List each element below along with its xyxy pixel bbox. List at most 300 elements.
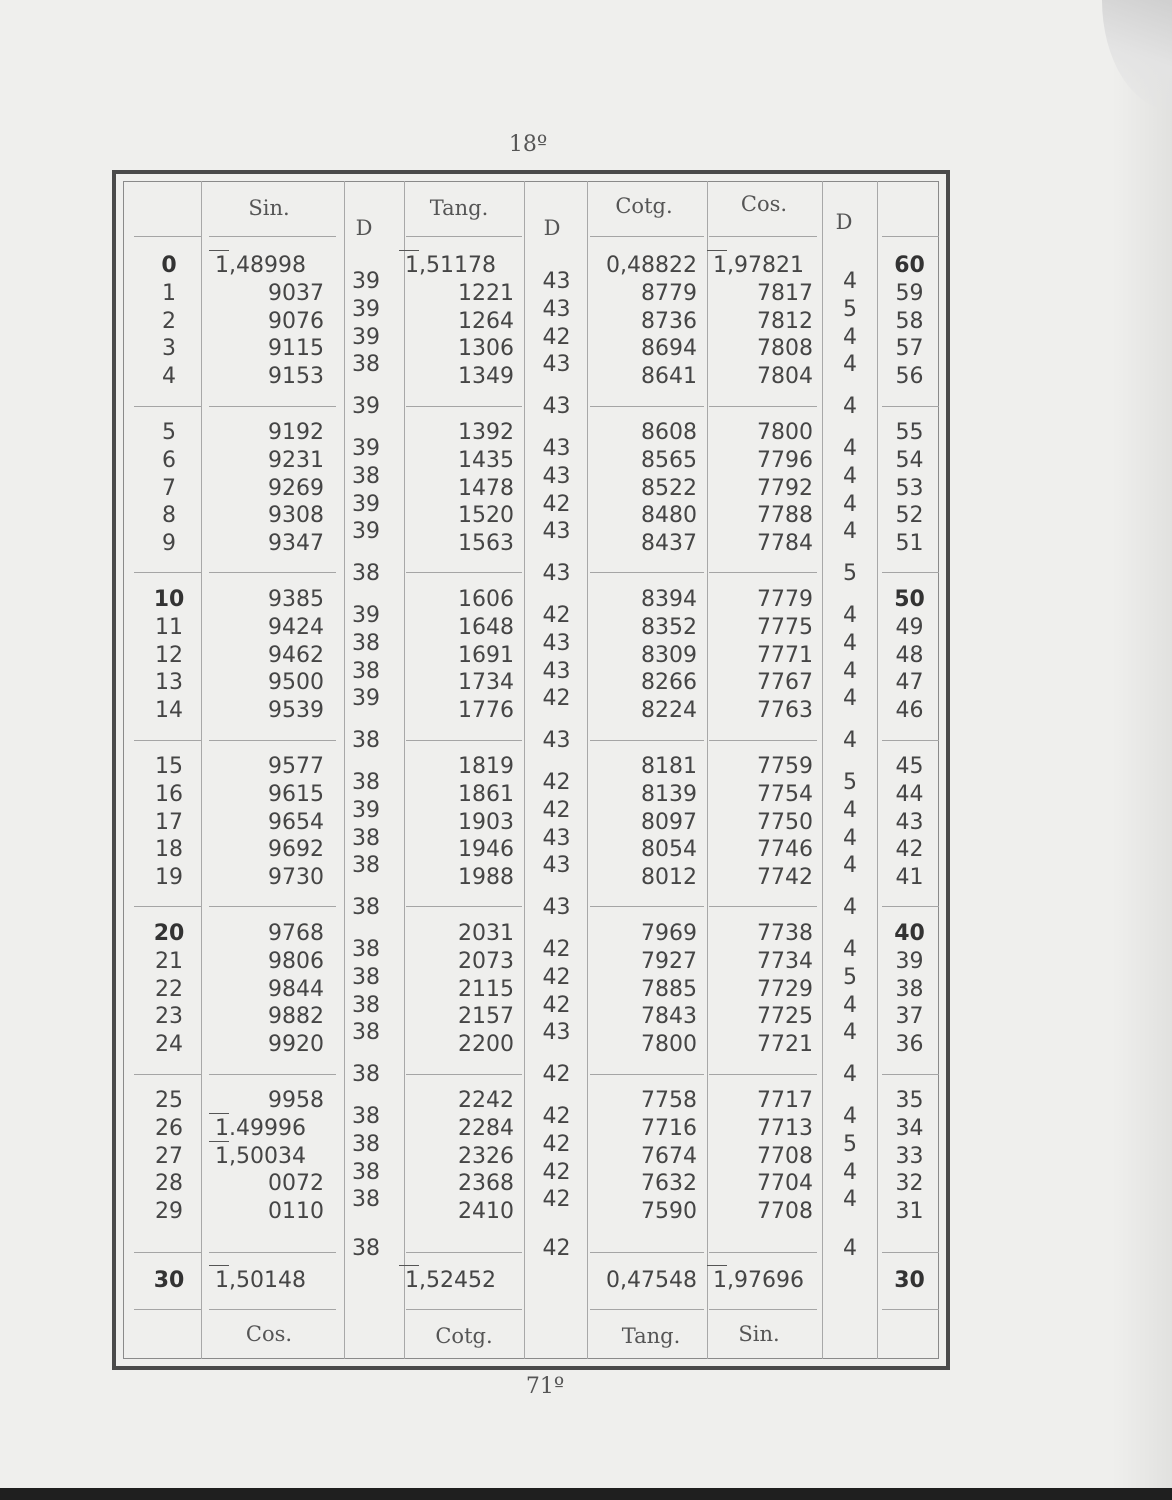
- minute-right: 32: [895, 1171, 924, 1197]
- group-separator: [209, 572, 336, 573]
- cotg-value: 8779: [641, 280, 697, 306]
- sin-value: 9577: [268, 754, 324, 779]
- d-tang-value: 42: [542, 686, 571, 712]
- cos-value: 7721: [757, 1032, 813, 1058]
- sin-value: 0110: [268, 1199, 324, 1225]
- minute-left: 3: [162, 336, 176, 362]
- tang-value: 1946: [458, 837, 514, 863]
- d-sin-value: 39: [352, 491, 380, 517]
- d-sin-value: 38: [352, 1020, 380, 1046]
- column-rule: [877, 181, 878, 1359]
- d-cos-value: 5: [843, 769, 857, 795]
- sin-value: 9424: [268, 614, 324, 640]
- group-separator: [882, 1252, 939, 1253]
- tang-value: 1392: [458, 420, 514, 445]
- group-separator: [406, 1074, 522, 1075]
- minute-left: 22: [155, 976, 183, 1002]
- d-sin-value: 38: [352, 992, 380, 1018]
- d-sin-value: 39: [352, 394, 380, 420]
- tang-value: 2326: [458, 1143, 514, 1169]
- minute-left: 19: [155, 865, 183, 891]
- group-separator: [590, 1309, 704, 1310]
- d-cos-value: 4: [843, 992, 857, 1018]
- group-separator: [134, 406, 201, 407]
- tang-value: 1264: [458, 308, 514, 334]
- sin-value: 9539: [268, 698, 324, 724]
- column-rule: [201, 181, 202, 1359]
- cos-value: 7708: [757, 1199, 813, 1225]
- d-sin-value: 39: [352, 324, 380, 350]
- d-sin-value: 39: [352, 435, 380, 461]
- group-separator: [590, 406, 704, 407]
- d-sin-value: 39: [352, 296, 380, 322]
- d-cos-value: 4: [843, 895, 857, 921]
- d-tang-value: 42: [542, 1187, 571, 1213]
- cotg-value: 7632: [641, 1171, 697, 1197]
- minute-right: 54: [895, 447, 924, 473]
- d-cos-value: 4: [843, 1159, 857, 1185]
- d-tang-value: 43: [542, 895, 571, 921]
- characteristic-bar: [707, 1265, 727, 1266]
- sin-value: 9920: [268, 1032, 324, 1058]
- column-rule: [822, 181, 823, 1359]
- cos-value: 7792: [757, 475, 813, 501]
- d-tang-value: 43: [542, 658, 571, 684]
- tang-value: 2284: [458, 1115, 514, 1141]
- group-separator: [209, 740, 336, 741]
- group-separator: [406, 740, 522, 741]
- minute-left: 16: [155, 781, 183, 807]
- tang-value: 2115: [458, 976, 514, 1002]
- minute-right: 30: [894, 1268, 925, 1293]
- minute-left: 5: [162, 420, 176, 445]
- bottom-degree-label: 71º: [525, 1374, 565, 1399]
- tang-value: 1,51178: [399, 252, 520, 280]
- cos-value: 7708: [757, 1143, 813, 1169]
- d-sin-value: 39: [352, 797, 380, 823]
- cotg-value: 8097: [641, 809, 697, 835]
- minute-left: 6: [162, 447, 176, 473]
- group-separator: [134, 1309, 201, 1310]
- d-sin-value: 38: [352, 1187, 380, 1213]
- tang-value: 2410: [458, 1199, 514, 1225]
- column-rule: [344, 181, 345, 1359]
- d-cos-value: 4: [843, 1235, 857, 1261]
- d-sin-value: 38: [352, 769, 380, 795]
- d-sin-value: 38: [352, 463, 380, 489]
- tang-value: 1306: [458, 336, 514, 362]
- cos-value: 7717: [757, 1088, 813, 1113]
- sin-value: 9958: [268, 1088, 324, 1113]
- group-separator: [709, 906, 817, 907]
- d-cos-value: 4: [843, 658, 857, 684]
- group-separator: [882, 236, 939, 237]
- top-degree-label: 18º: [508, 132, 548, 157]
- group-separator: [882, 572, 939, 573]
- tang-value: 2368: [458, 1171, 514, 1197]
- group-separator: [134, 906, 201, 907]
- characteristic-bar: [209, 1113, 229, 1114]
- d-tang-value: 42: [542, 1159, 571, 1185]
- header-d-cos: D: [835, 210, 853, 234]
- group-separator: [406, 1252, 522, 1253]
- cos-value: 7779: [757, 587, 813, 612]
- minute-left: 30: [153, 1268, 185, 1293]
- cotg-value: 7674: [641, 1143, 697, 1169]
- minute-right: 50: [894, 587, 925, 612]
- header-sin: Sin.: [248, 196, 290, 220]
- minute-right: 60: [894, 253, 925, 278]
- cotg-value: 0,48822: [606, 253, 697, 278]
- cotg-value: 0,47548: [606, 1268, 697, 1293]
- group-separator: [209, 1074, 336, 1075]
- group-separator: [882, 406, 939, 407]
- d-tang-value: 42: [542, 491, 571, 517]
- characteristic-bar: [209, 1141, 229, 1142]
- d-tang-value: 43: [542, 728, 571, 754]
- d-tang-value: 43: [542, 394, 571, 420]
- group-separator: [590, 572, 704, 573]
- group-separator: [709, 1252, 817, 1253]
- d-cos-value: 4: [843, 728, 857, 754]
- tang-value: 1349: [458, 364, 514, 390]
- cotg-value: 8608: [641, 420, 697, 445]
- cos-value: 7775: [757, 614, 813, 640]
- d-sin-value: 38: [352, 658, 380, 684]
- minute-right: 33: [895, 1143, 924, 1169]
- group-separator: [406, 406, 522, 407]
- d-sin-value: 38: [352, 853, 380, 879]
- d-tang-value: 42: [542, 1062, 571, 1088]
- minute-right: 58: [895, 308, 924, 334]
- d-tang-value: 43: [542, 296, 571, 322]
- minute-left: 1: [162, 280, 176, 306]
- sin-value: 9153: [268, 364, 324, 390]
- header-d-tang: D: [543, 216, 561, 240]
- minute-right: 55: [895, 420, 924, 445]
- d-tang-value: 43: [542, 435, 571, 461]
- group-separator: [134, 1252, 201, 1253]
- group-separator: [209, 1252, 336, 1253]
- cos-value: 7750: [757, 809, 813, 835]
- group-separator: [882, 1309, 939, 1310]
- tang-value: 1988: [458, 865, 514, 891]
- cos-value: 7725: [757, 1004, 813, 1030]
- sin-value: 1.49996: [209, 1115, 330, 1143]
- d-sin-value: 38: [352, 561, 380, 587]
- tang-value: 1734: [458, 670, 514, 696]
- d-sin-value: 38: [352, 1235, 380, 1261]
- minute-left: 0: [161, 253, 177, 278]
- d-tang-value: 43: [542, 1020, 571, 1046]
- cos-value: 7808: [757, 336, 813, 362]
- sin-value: 9730: [268, 865, 324, 891]
- minute-right: 53: [895, 475, 924, 501]
- sin-value: 9269: [268, 475, 324, 501]
- cotg-value: 8054: [641, 837, 697, 863]
- cos-value: 1,97696: [707, 1267, 819, 1295]
- d-sin-value: 38: [352, 895, 380, 921]
- d-tang-value: 42: [542, 964, 571, 990]
- sin-value: 9500: [268, 670, 324, 696]
- d-sin-value: 38: [352, 936, 380, 962]
- group-separator: [209, 906, 336, 907]
- cotg-value: 8565: [641, 447, 697, 473]
- cotg-value: 8736: [641, 308, 697, 334]
- tang-value: 1776: [458, 698, 514, 724]
- cos-value: 7800: [757, 420, 813, 445]
- cos-value: 7788: [757, 503, 813, 529]
- minute-right: 31: [895, 1199, 924, 1225]
- d-tang-value: 43: [542, 825, 571, 851]
- footer-tang: Tang.: [621, 1324, 681, 1348]
- characteristic-bar: [707, 250, 727, 251]
- minute-right: 52: [895, 503, 924, 529]
- cotg-value: 8266: [641, 670, 697, 696]
- group-separator: [406, 906, 522, 907]
- cotg-value: 7969: [641, 921, 697, 946]
- sin-value: 9192: [268, 420, 324, 445]
- sin-value: 9385: [268, 587, 324, 612]
- minute-right: 46: [895, 698, 924, 724]
- group-separator: [709, 740, 817, 741]
- d-cos-value: 4: [843, 1187, 857, 1213]
- sin-value: 9462: [268, 642, 324, 668]
- d-cos-value: 4: [843, 268, 857, 294]
- group-separator: [406, 236, 522, 237]
- cos-value: 7738: [757, 921, 813, 946]
- sin-value: 9806: [268, 948, 324, 974]
- cotg-value: 8139: [641, 781, 697, 807]
- group-separator: [882, 740, 939, 741]
- cos-value: 1,97821: [707, 252, 819, 280]
- cos-value: 7704: [757, 1171, 813, 1197]
- group-separator: [590, 236, 704, 237]
- sin-value: 9076: [268, 308, 324, 334]
- sin-value: 9231: [268, 447, 324, 473]
- sin-value: 9615: [268, 781, 324, 807]
- minute-right: 42: [895, 837, 924, 863]
- d-cos-value: 4: [843, 435, 857, 461]
- d-tang-value: 43: [542, 853, 571, 879]
- cos-value: 7742: [757, 865, 813, 891]
- cotg-value: 7590: [641, 1199, 697, 1225]
- minute-left: 4: [162, 364, 176, 390]
- group-separator: [209, 236, 336, 237]
- cotg-value: 7758: [641, 1088, 697, 1113]
- d-sin-value: 38: [352, 825, 380, 851]
- cos-value: 7771: [757, 642, 813, 668]
- minute-left: 15: [155, 754, 183, 779]
- d-tang-value: 42: [542, 1103, 571, 1129]
- minute-right: 40: [894, 921, 925, 946]
- d-cos-value: 5: [843, 964, 857, 990]
- minute-left: 17: [155, 809, 183, 835]
- cos-value: 7817: [757, 280, 813, 306]
- minute-left: 11: [155, 614, 183, 640]
- group-separator: [209, 406, 336, 407]
- d-cos-value: 4: [843, 1062, 857, 1088]
- minute-right: 45: [895, 754, 924, 779]
- d-cos-value: 4: [843, 352, 857, 378]
- minute-right: 36: [895, 1032, 924, 1058]
- cotg-value: 8641: [641, 364, 697, 390]
- minute-right: 34: [895, 1115, 924, 1141]
- group-separator: [406, 1309, 522, 1310]
- minute-right: 39: [895, 948, 924, 974]
- group-separator: [709, 1309, 817, 1310]
- d-tang-value: 43: [542, 463, 571, 489]
- d-sin-value: 38: [352, 728, 380, 754]
- d-cos-value: 5: [843, 561, 857, 587]
- group-separator: [590, 740, 704, 741]
- group-separator: [134, 236, 201, 237]
- d-tang-value: 43: [542, 630, 571, 656]
- cotg-value: 8437: [641, 531, 697, 557]
- group-separator: [134, 572, 201, 573]
- minute-right: 37: [895, 1004, 924, 1030]
- d-tang-value: 42: [542, 602, 571, 628]
- tang-value: 1435: [458, 447, 514, 473]
- minute-right: 57: [895, 336, 924, 362]
- page-bottom-edge: [0, 1488, 1172, 1500]
- group-separator: [209, 1309, 336, 1310]
- sin-value: 9115: [268, 336, 324, 362]
- tang-value: 2031: [458, 921, 514, 946]
- minute-left: 27: [155, 1143, 183, 1169]
- cos-value: 7734: [757, 948, 813, 974]
- tang-value: 1520: [458, 503, 514, 529]
- sin-value: 0072: [268, 1171, 324, 1197]
- cotg-value: 8012: [641, 865, 697, 891]
- d-cos-value: 4: [843, 394, 857, 420]
- d-cos-value: 4: [843, 324, 857, 350]
- minute-left: 8: [162, 503, 176, 529]
- d-cos-value: 4: [843, 630, 857, 656]
- sin-value: 9844: [268, 976, 324, 1002]
- d-cos-value: 4: [843, 797, 857, 823]
- tang-value: 1819: [458, 754, 514, 779]
- d-sin-value: 39: [352, 268, 380, 294]
- minute-right: 49: [895, 614, 924, 640]
- tang-value: 1648: [458, 614, 514, 640]
- cotg-value: 8352: [641, 614, 697, 640]
- minute-left: 28: [155, 1171, 183, 1197]
- minute-left: 20: [153, 921, 185, 946]
- tang-value: 1221: [458, 280, 514, 306]
- cotg-value: 7716: [641, 1115, 697, 1141]
- sin-value: 9654: [268, 809, 324, 835]
- characteristic-bar: [209, 1265, 229, 1266]
- minute-right: 38: [895, 976, 924, 1002]
- footer-cos: Cos.: [245, 1322, 293, 1346]
- d-cos-value: 4: [843, 1103, 857, 1129]
- sin-value: 9882: [268, 1004, 324, 1030]
- tang-value: 2073: [458, 948, 514, 974]
- minute-left: 2: [162, 308, 176, 334]
- minute-left: 13: [155, 670, 183, 696]
- cos-value: 7759: [757, 754, 813, 779]
- d-cos-value: 4: [843, 602, 857, 628]
- minute-right: 48: [895, 642, 924, 668]
- tang-value: 1478: [458, 475, 514, 501]
- cotg-value: 8394: [641, 587, 697, 612]
- tang-value: 1606: [458, 587, 514, 612]
- cos-value: 7784: [757, 531, 813, 557]
- d-tang-value: 42: [542, 797, 571, 823]
- tang-value: 1903: [458, 809, 514, 835]
- minute-left: 23: [155, 1004, 183, 1030]
- cos-value: 7713: [757, 1115, 813, 1141]
- minute-left: 21: [155, 948, 183, 974]
- minute-right: 47: [895, 670, 924, 696]
- d-sin-value: 38: [352, 964, 380, 990]
- minute-right: 41: [895, 865, 924, 891]
- header-d-sin: D: [355, 216, 373, 240]
- minute-left: 14: [155, 698, 183, 724]
- minute-right: 51: [895, 531, 924, 557]
- group-separator: [709, 236, 817, 237]
- group-separator: [590, 1252, 704, 1253]
- minute-left: 18: [155, 837, 183, 863]
- d-tang-value: 42: [542, 1131, 571, 1157]
- minute-left: 26: [155, 1115, 183, 1141]
- cotg-value: 8309: [641, 642, 697, 668]
- d-tang-value: 43: [542, 519, 571, 545]
- tang-value: 2157: [458, 1004, 514, 1030]
- d-cos-value: 4: [843, 519, 857, 545]
- d-sin-value: 38: [352, 1159, 380, 1185]
- d-cos-value: 4: [843, 686, 857, 712]
- d-cos-value: 5: [843, 296, 857, 322]
- column-rule: [587, 181, 588, 1359]
- sin-value: 1,48998: [209, 252, 330, 280]
- cos-value: 7796: [757, 447, 813, 473]
- minute-left: 12: [155, 642, 183, 668]
- minute-left: 7: [162, 475, 176, 501]
- tang-value: 1691: [458, 642, 514, 668]
- minute-right: 43: [895, 809, 924, 835]
- minute-left: 24: [155, 1032, 183, 1058]
- cos-value: 7746: [757, 837, 813, 863]
- d-tang-value: 42: [542, 1235, 571, 1261]
- cotg-value: 8480: [641, 503, 697, 529]
- minute-right: 59: [895, 280, 924, 306]
- trig-table-frame: [112, 170, 950, 1370]
- group-separator: [882, 1074, 939, 1075]
- d-sin-value: 38: [352, 1062, 380, 1088]
- minute-left: 25: [155, 1088, 183, 1113]
- tang-value: 2242: [458, 1088, 514, 1113]
- tang-value: 1,52452: [399, 1267, 520, 1295]
- minute-right: 56: [895, 364, 924, 390]
- minute-left: 10: [153, 587, 185, 612]
- d-cos-value: 4: [843, 853, 857, 879]
- group-separator: [134, 740, 201, 741]
- sin-value: 9347: [268, 531, 324, 557]
- d-cos-value: 4: [843, 463, 857, 489]
- minute-right: 44: [895, 781, 924, 807]
- minute-left: 29: [155, 1199, 183, 1225]
- sin-value: 9692: [268, 837, 324, 863]
- cotg-value: 8224: [641, 698, 697, 724]
- tang-value: 1861: [458, 781, 514, 807]
- cos-value: 7812: [757, 308, 813, 334]
- d-tang-value: 42: [542, 769, 571, 795]
- sin-value: 1,50148: [209, 1267, 330, 1295]
- sin-value: 9308: [268, 503, 324, 529]
- sin-value: 9037: [268, 280, 324, 306]
